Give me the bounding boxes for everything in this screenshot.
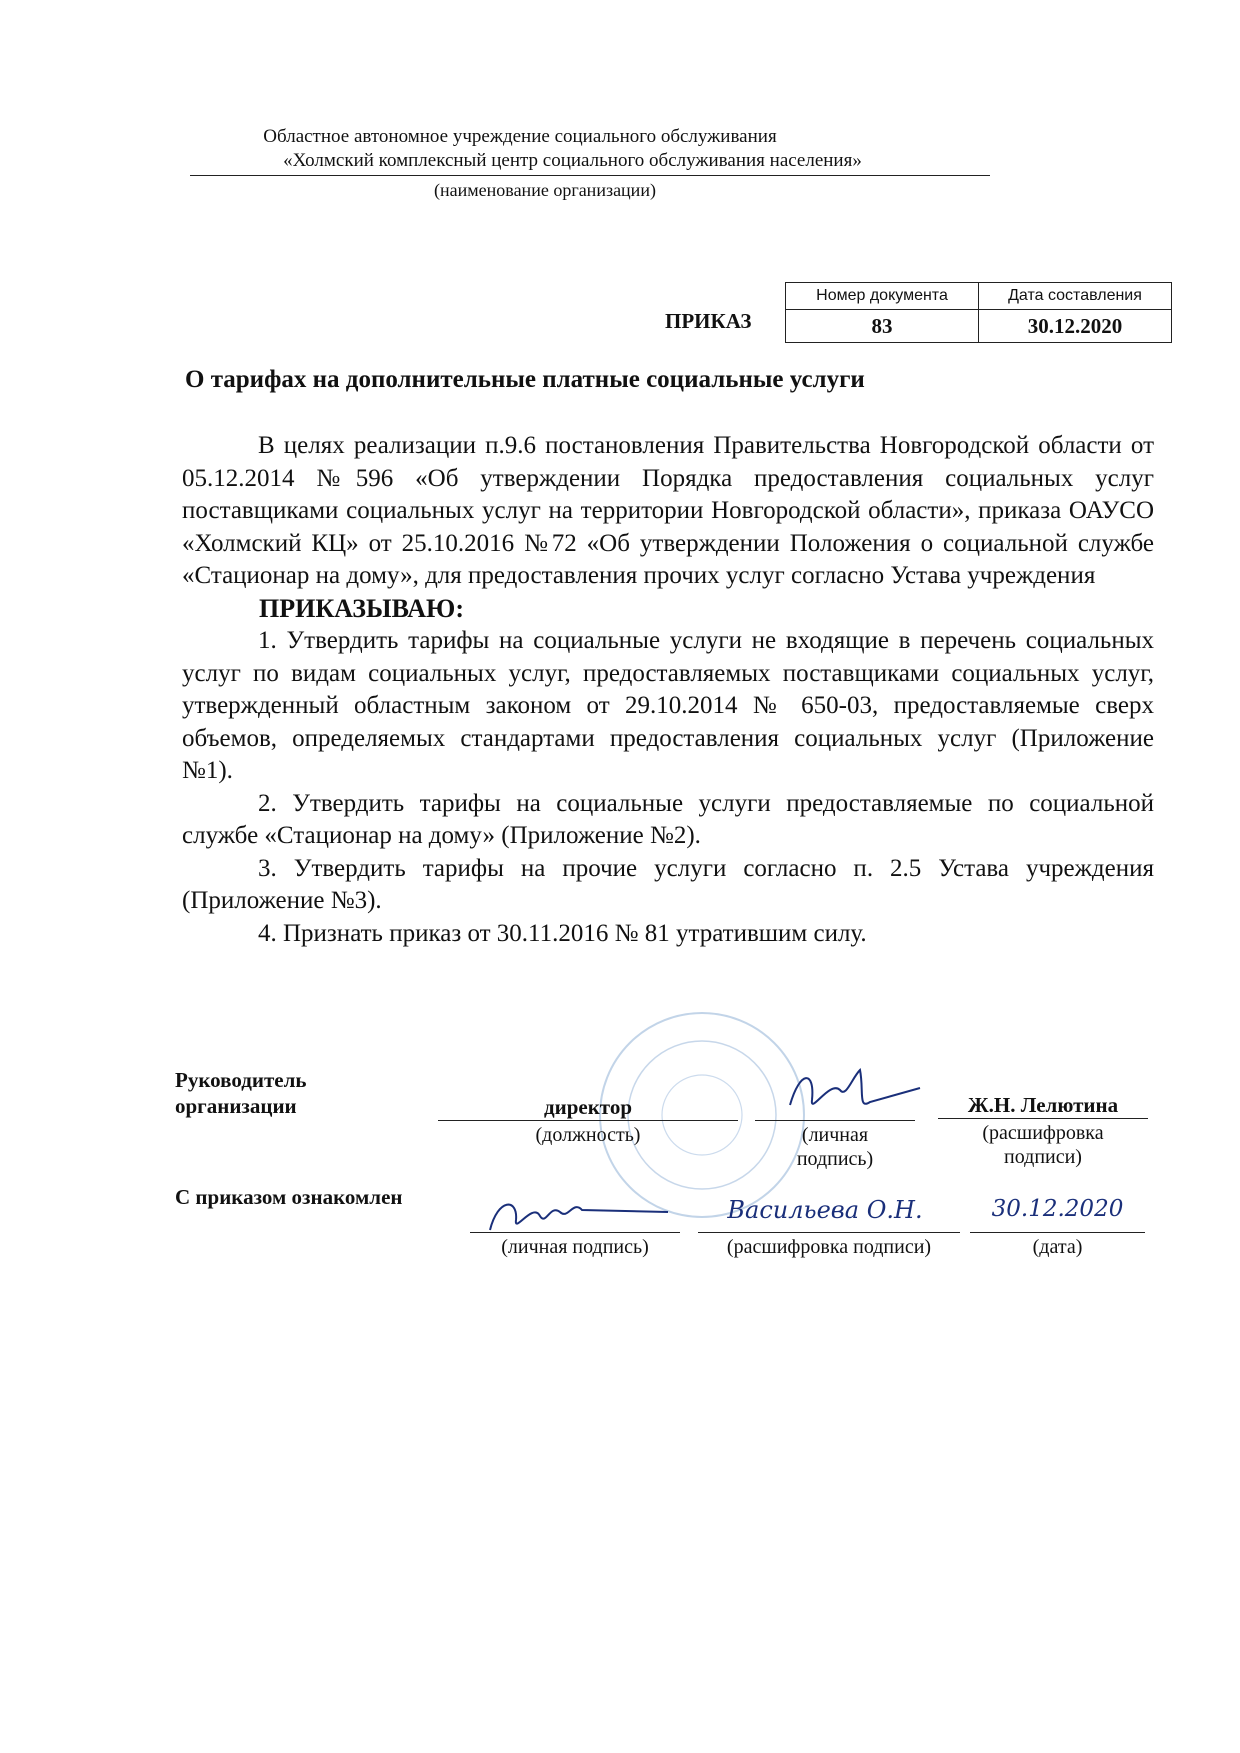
acknowledgement-label: С приказом ознакомлен <box>175 1185 403 1209</box>
intro-paragraph: В целях реализации п.9.6 постановления Правительства Новгородской области от 05.12.2014 №596 «Об утверждении Порядка предоставления социальных услуг поставщиками социальных услуг на территории Новгородской области», приказа ОАУСО «Холмский КЦ» от 25.10.2016 №72 «Об утверждении Положения о социальной службе «Стационар на дому», для предоставления прочих услуг согласно Устава учреждения <box>182 432 1154 589</box>
ack-name-line <box>698 1232 960 1233</box>
head-handwritten-signature <box>760 1060 930 1120</box>
head-label <box>175 1067 306 1119</box>
document-number-table <box>785 282 1172 343</box>
ack-signature-caption: (личная подпись) <box>501 1236 649 1258</box>
order-label: ПРИКАЗ <box>665 309 752 333</box>
head-position: директор <box>543 1095 633 1119</box>
position-caption: (должность) <box>535 1124 641 1146</box>
position-line <box>438 1120 738 1121</box>
order-item-1: 1. Утвердить тарифы на социальные услуги не входящие в перечень социальных услуг по видам социальных услуг, предоставляемых поставщиками социальных услуг, утвержденный областным законом от 29.10.2014 № 650-03, предоставляемые сверх объемов, определяемых стандартами предоставления социальных услуг (Приложение №1). <box>182 627 1154 784</box>
ack-date-line <box>970 1232 1145 1233</box>
organization-caption: (наименование организации) <box>434 180 656 200</box>
head-name: Ж.Н. Лелютина <box>967 1093 1119 1117</box>
ack-date-caption: (дата) <box>1032 1236 1083 1258</box>
ack-handwritten-name: Васильева О.Н. <box>727 1196 923 1224</box>
name-line <box>938 1118 1148 1119</box>
document-title: О тарифах на дополнительные платные социальные услуги <box>185 366 865 393</box>
ack-handwritten-date: 30.12.2020 <box>991 1196 1124 1222</box>
doc-number-value: 83 <box>786 310 979 343</box>
head-label-line-2: организации <box>175 1094 297 1118</box>
head-name-caption-1: (расшифровка <box>982 1122 1104 1144</box>
order-item-2: 2. Утвердить тарифы на социальные услуги предоставляемые по социальной службе «Стационар на дому» (Приложение №2). <box>182 789 1154 849</box>
head-signature-caption-2: подпись) <box>796 1148 874 1170</box>
head-signature-line <box>755 1120 915 1121</box>
head-name-caption <box>938 1121 1148 1169</box>
ack-signature-line <box>470 1232 680 1233</box>
order-item-4: 4. Признать приказ от 30.11.2016 № 81 утратившим силу. <box>258 919 867 947</box>
doc-number-header: Номер документа <box>786 283 979 310</box>
organization-underline <box>190 175 990 176</box>
document-body <box>182 430 1154 950</box>
head-name-caption-2: подписи) <box>1004 1146 1082 1168</box>
order-word: ПРИКАЗЫВАЮ: <box>259 593 464 623</box>
ack-name-caption: (расшифровка подписи) <box>726 1236 932 1258</box>
date-header: Дата составления <box>979 283 1172 310</box>
order-item-3: 3. Утвердить тарифы на прочие услуги согласно п. 2.5 Устава учреждения (Приложение №3). <box>182 854 1154 914</box>
head-signature-caption <box>755 1123 915 1171</box>
organization-line-2: «Холмский комплексный центр социального обслуживания населения» <box>283 150 862 171</box>
organization-line-1: Областное автономное учреждение социального обслуживания <box>263 126 777 147</box>
head-signature-caption-1: (личная <box>801 1124 869 1146</box>
head-label-line-1: Руководитель <box>175 1068 307 1092</box>
date-value: 30.12.2020 <box>979 310 1172 343</box>
